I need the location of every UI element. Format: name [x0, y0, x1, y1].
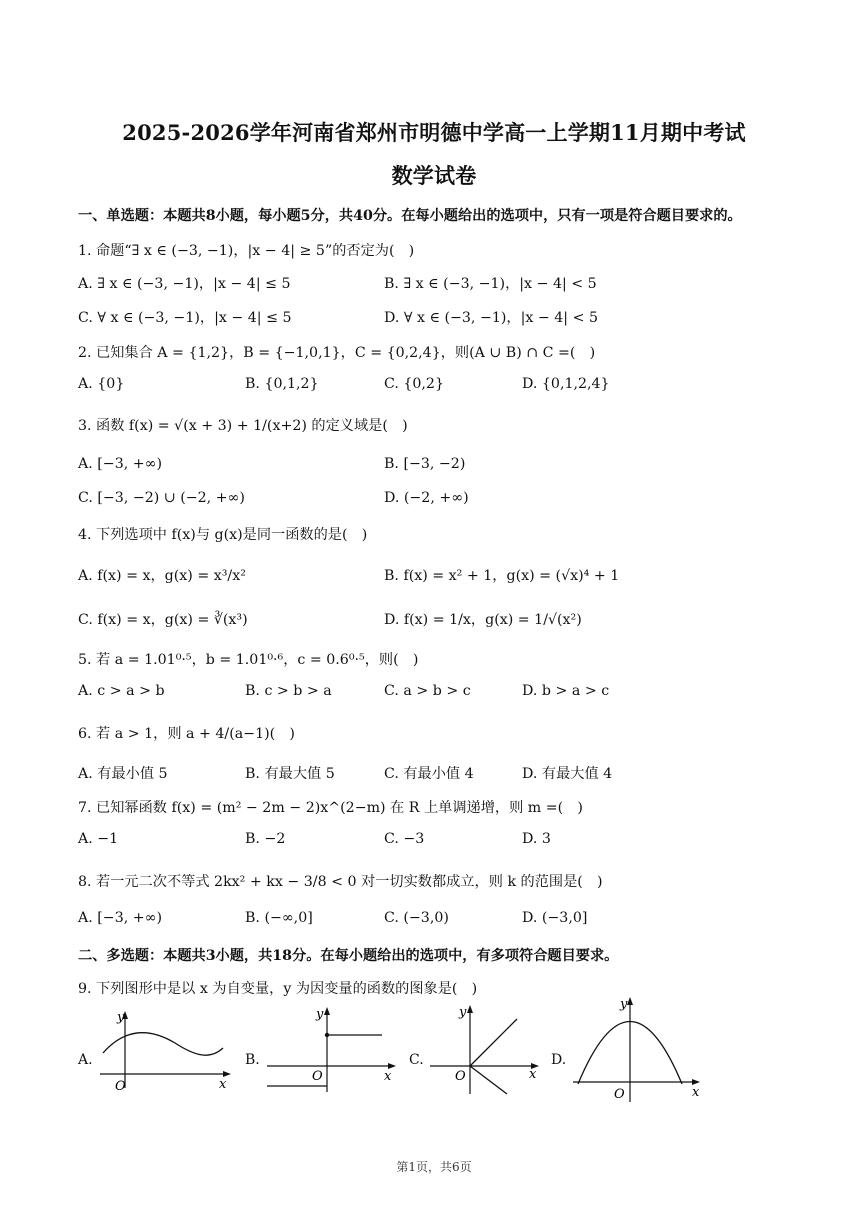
q8-option-d: D. (−3,0]	[522, 910, 588, 926]
q9-graph-a	[95, 1008, 235, 1093]
q9-option-b-label: B.	[245, 1052, 260, 1068]
q1-option-c: C. ∀ x ∈ (−3, −1)，|x − 4| ≤ 5	[78, 310, 292, 326]
graph-d-origin: O	[614, 1087, 625, 1102]
question-3: 3. 函数 f(x) = √(x + 3) + 1/(x+2) 的定义域是( )	[78, 418, 408, 434]
q9-option-d-label: D.	[551, 1052, 567, 1068]
graph-a-y-label: y	[117, 1010, 125, 1025]
question-6: 6. 若 a > 1，则 a + 4/(a−1)( )	[78, 726, 295, 742]
q3-option-d: D. (−2, +∞)	[384, 490, 469, 506]
q7-option-c: C. −3	[384, 831, 425, 847]
q8-option-a: A. [−3, +∞)	[78, 910, 162, 926]
page-footer: 第1页，共6页	[396, 1160, 472, 1174]
q7-option-d: D. 3	[522, 831, 551, 847]
q4-option-d: D. f(x) = 1/x，g(x) = 1/√(x²)	[384, 612, 582, 628]
section-multiple-choice: 二、多选题：本题共3小题，共18分。在每小题给出的选项中，有多项符合题目要求。	[78, 948, 619, 964]
q2-option-c: C. {0,2}	[384, 376, 444, 392]
graph-c-y-label: y	[459, 1005, 467, 1020]
question-4: 4. 下列选项中 f(x)与 g(x)是同一函数的是( )	[78, 527, 368, 543]
q1-option-b: B. ∃ x ∈ (−3, −1)，|x − 4| < 5	[384, 276, 597, 292]
graph-b-x-label: x	[384, 1069, 392, 1084]
graph-a-curve	[103, 1033, 223, 1055]
q7-option-a: A. −1	[78, 831, 119, 847]
exam-title: 2025-2026学年河南省郑州市明德中学高一上学期11月期中考试	[122, 120, 746, 145]
q1-option-a: A. ∃ x ∈ (−3, −1)，|x − 4| ≤ 5	[78, 276, 291, 292]
q4-option-b: B. f(x) = x² + 1，g(x) = (√x)⁴ + 1	[384, 568, 620, 584]
graph-c-lower-ray	[470, 1066, 507, 1094]
section-single-choice: 一、单选题：本题共8小题，每小题5分，共40分。在每小题给出的选项中，只有一项是符合题目要求的。	[78, 208, 742, 224]
q6-option-c: C. 有最小值 4	[384, 766, 474, 782]
graph-c-upper-ray	[470, 1019, 517, 1066]
graph-b-y-label: y	[316, 1007, 324, 1022]
q8-option-b: B. (−∞,0]	[245, 910, 313, 926]
q8-option-c: C. (−3,0)	[384, 910, 449, 926]
graph-c-y-arrow	[467, 1005, 473, 1013]
q9-graph-d	[568, 994, 708, 1104]
q9-option-c-label: C.	[409, 1052, 424, 1068]
q5-option-a: A. c > a > b	[78, 683, 165, 699]
q1-option-d: D. ∀ x ∈ (−3, −1)，|x − 4| < 5	[384, 310, 599, 326]
exam-subtitle: 数学试卷	[391, 163, 477, 188]
graph-a-x-label: x	[219, 1077, 227, 1092]
q4-option-c: C. f(x) = x，g(x) = ∛(x³)	[78, 612, 248, 628]
q2-option-b: B. {0,1,2}	[245, 376, 319, 392]
question-1: 1. 命题“∃ x ∈ (−3, −1)，|x − 4| ≥ 5”的否定为( )	[78, 243, 415, 259]
graph-b-origin: O	[312, 1069, 323, 1084]
q6-option-a: A. 有最小值 5	[78, 766, 168, 782]
q5-option-b: B. c > b > a	[245, 683, 332, 699]
q3-option-b: B. [−3, −2)	[384, 456, 466, 472]
graph-d-y-label: y	[620, 997, 628, 1012]
question-5: 5. 若 a = 1.01⁰·⁵，b = 1.01⁰·⁶，c = 0.6⁰·⁵，则( )	[78, 652, 419, 668]
question-8: 8. 若一元二次不等式 2kx² + kx − 3/8 < 0 对一切实数都成立，则 k 的范围是( )	[78, 874, 603, 890]
q9-graph-c	[425, 1002, 545, 1097]
q9-graph-b	[262, 1004, 402, 1094]
graph-b-upper-point	[325, 1033, 329, 1037]
q2-option-d: D. {0,1,2,4}	[522, 376, 610, 392]
graph-a-origin: O	[115, 1079, 126, 1093]
graph-d-y-arrow	[627, 997, 633, 1005]
graph-c-x-label: x	[529, 1067, 537, 1082]
graph-c-origin: O	[455, 1069, 466, 1084]
q3-option-a: A. [−3, +∞)	[78, 456, 162, 472]
graph-b-y-arrow	[324, 1007, 330, 1015]
q2-option-a: A. {0}	[78, 376, 125, 392]
q5-option-c: C. a > b > c	[384, 683, 471, 699]
q6-option-b: B. 有最大值 5	[245, 766, 335, 782]
question-9: 9. 下列图形中是以 x 为自变量，y 为因变量的函数的图象是( )	[78, 981, 478, 997]
q9-option-a-label: A.	[78, 1052, 93, 1068]
q6-option-d: D. 有最大值 4	[522, 766, 613, 782]
q4-option-a: A. f(x) = x，g(x) = x³/x²	[78, 568, 246, 584]
question-2: 2. 已知集合 A = {1,2}，B = {−1,0,1}，C = {0,2,4}，则(A ∪ B) ∩ C =( )	[78, 345, 596, 361]
graph-d-x-label: x	[692, 1085, 700, 1100]
question-7: 7. 已知幂函数 f(x) = (m² − 2m − 2)x^(2−m) 在 R 上单调递增，则 m =( )	[78, 800, 583, 816]
q3-option-c: C. [−3, −2) ∪ (−2, +∞)	[78, 490, 245, 506]
q7-option-b: B. −2	[245, 831, 286, 847]
q5-option-d: D. b > a > c	[522, 683, 610, 699]
